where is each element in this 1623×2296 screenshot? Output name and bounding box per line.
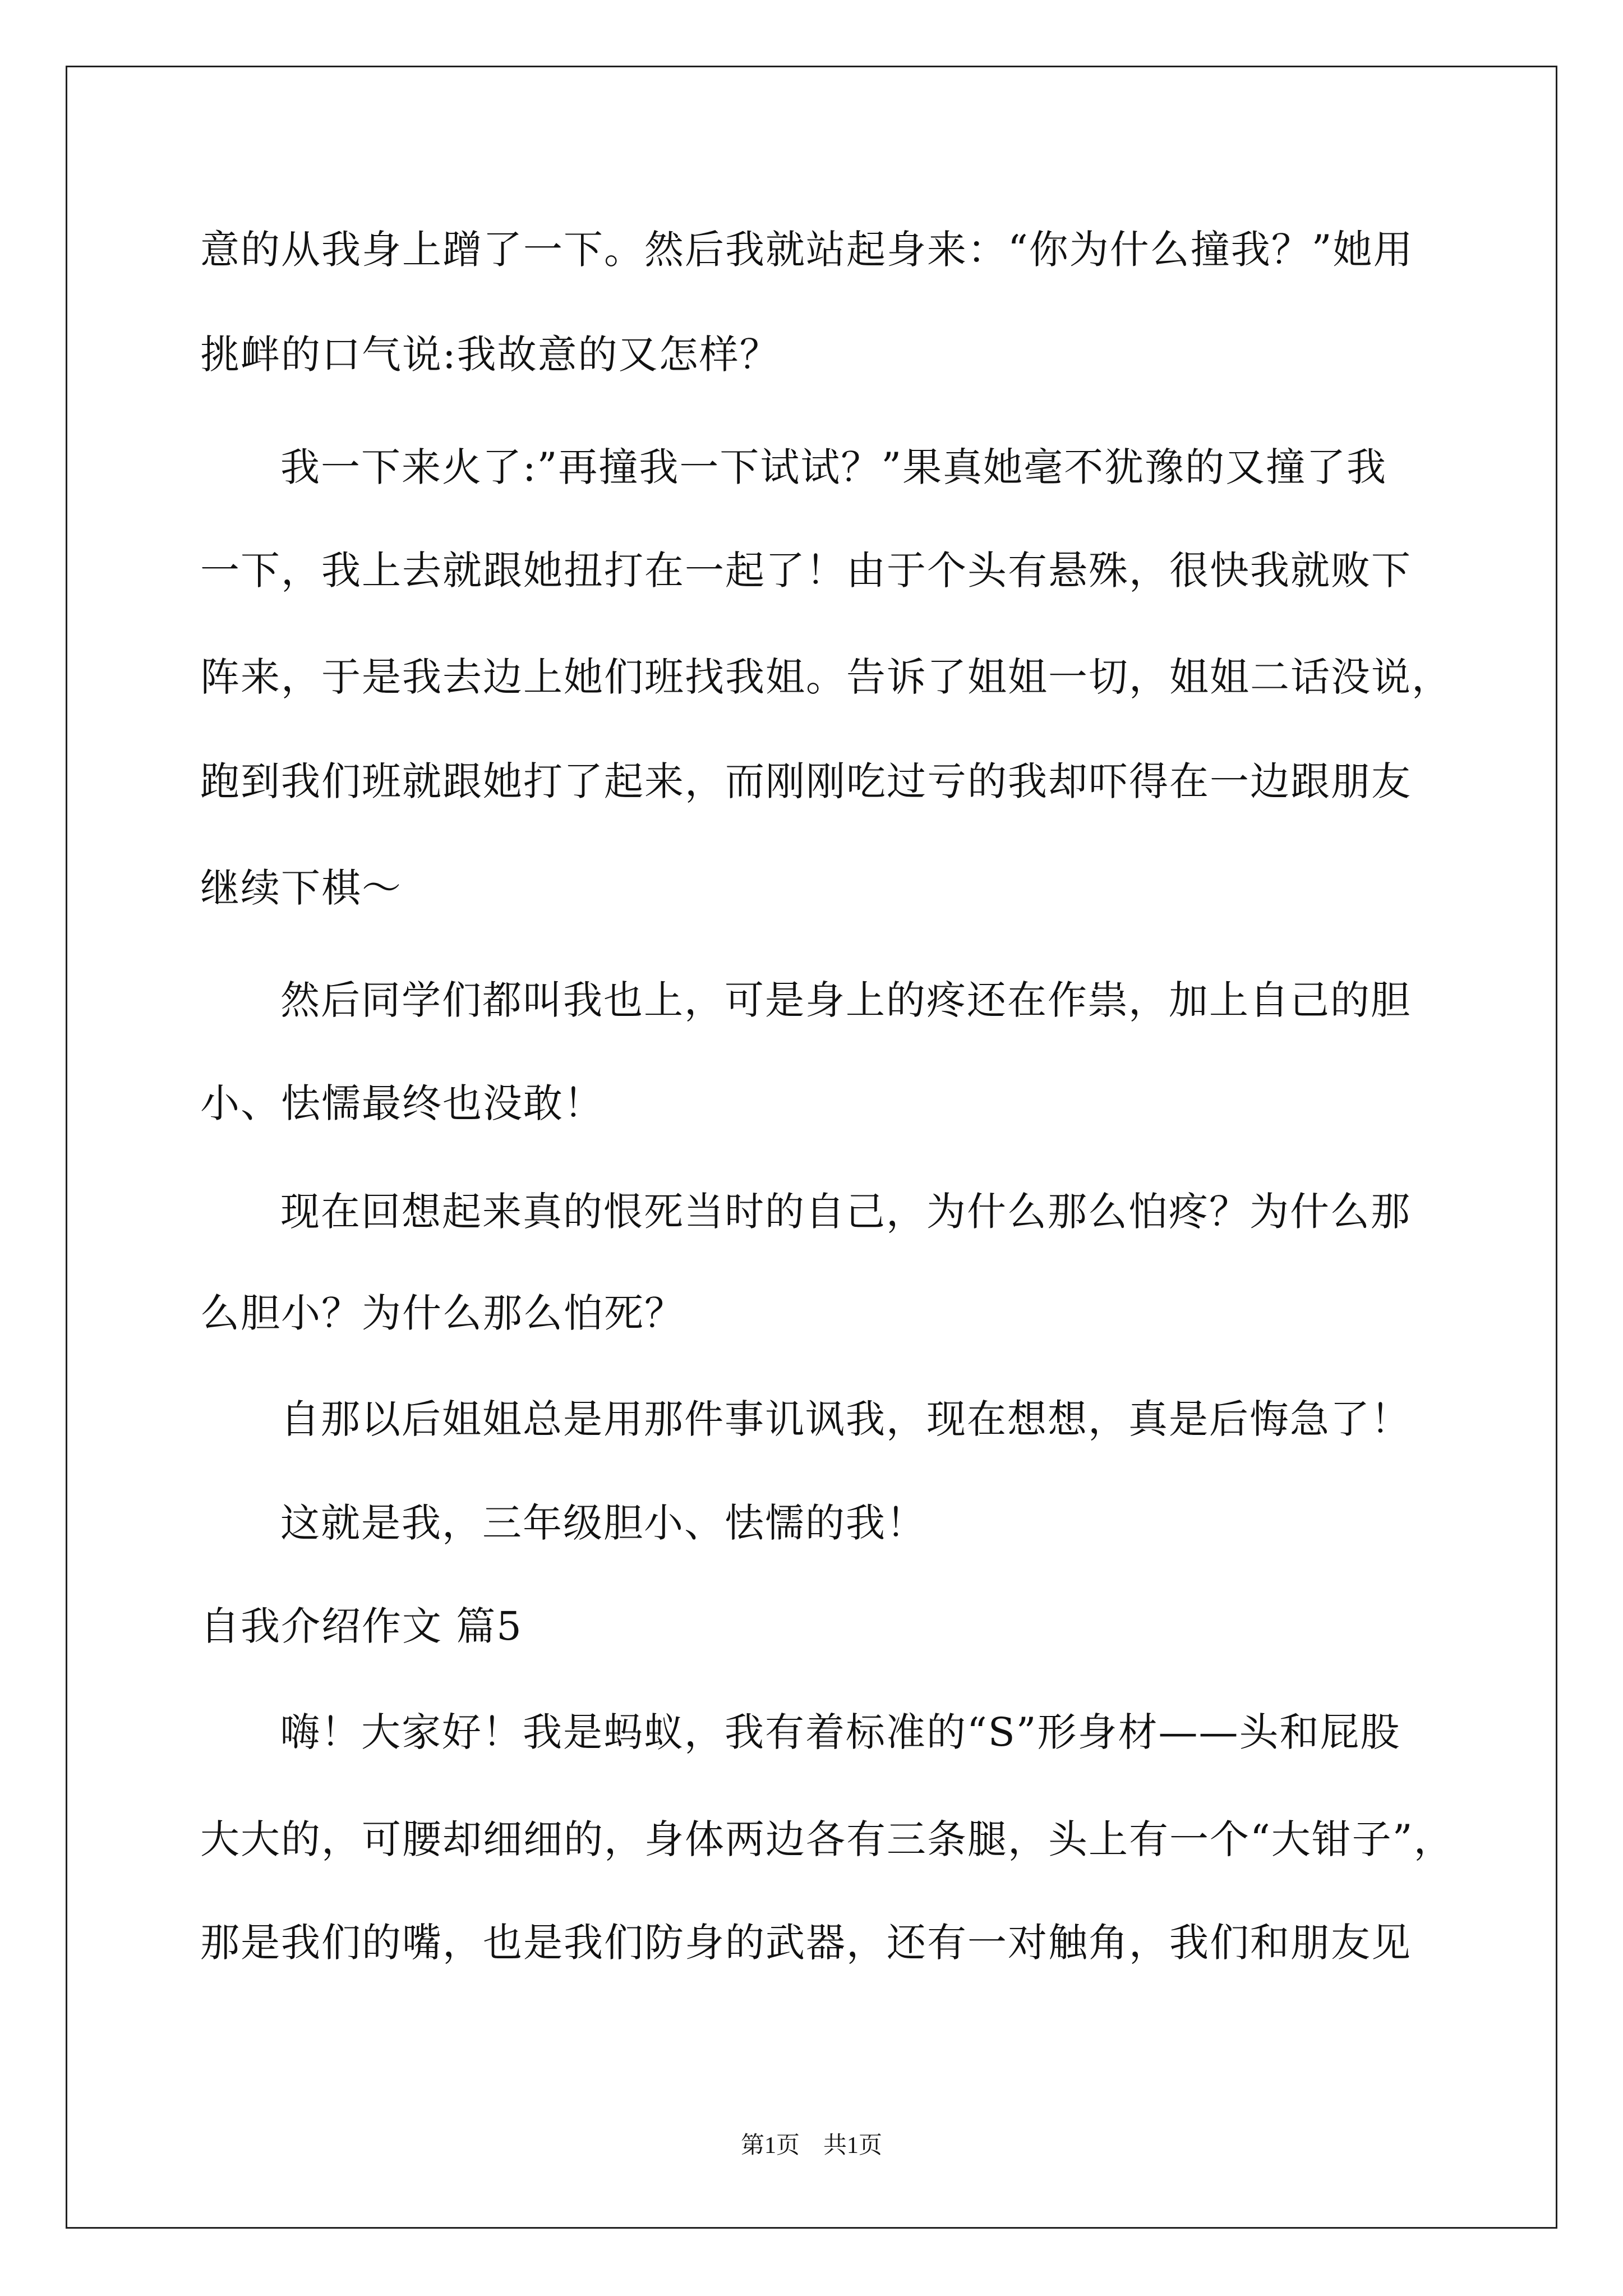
section-heading: 自我介绍作文 篇5: [200, 1603, 523, 1649]
text-line: 现在回想起来真的恨死当时的自己，为什么那么怕疼？为什么那: [280, 1189, 1411, 1235]
text-line: 跑到我们班就跟她打了起来，而刚刚吃过亏的我却吓得在一边跟朋友: [200, 758, 1412, 804]
text-line: 我一下来火了:”再撞我一下试试？”果真她毫不犹豫的又撞了我: [280, 444, 1387, 490]
text-line: 挑衅的口气说:我故意的又怎样？: [200, 332, 780, 378]
text-line: 小、怯懦最终也没敢！: [200, 1080, 604, 1126]
text-line: 么胆小？为什么那么怕死？: [200, 1290, 685, 1336]
text-line: 然后同学们都叫我也上，可是身上的疼还在作祟，加上自己的胆: [280, 977, 1411, 1023]
text-line: 继续下棋～: [200, 865, 402, 911]
text-line: 大大的，可腰却细细的，身体两边各有三条腿，头上有一个“大钳子”，: [200, 1816, 1454, 1862]
text-line: 那是我们的嘴，也是我们防身的武器，还有一对触角，我们和朋友见: [200, 1920, 1412, 1966]
page-number: 第1页 共1页: [740, 2133, 882, 2159]
text-line: 阵来，于是我去边上她们班找我姐。告诉了姐姐一切，姐姐二话没说，: [200, 654, 1452, 700]
page-border: [66, 66, 1557, 2229]
text-line: 一下，我上去就跟她扭打在一起了！由于个头有悬殊，很快我就败下: [200, 547, 1412, 593]
text-line: 这就是我，三年级胆小、怯懦的我！: [280, 1500, 926, 1546]
text-line: 意的从我身上蹭了一下。然后我就站起身来：“你为什么撞我？”她用: [200, 227, 1414, 273]
text-line: 嗨！大家好！我是蚂蚁，我有着标准的“S”形身材——头和屁股: [280, 1709, 1401, 1755]
text-line: 自那以后姐姐总是用那件事讥讽我，现在想想，真是后悔急了！: [280, 1396, 1411, 1442]
